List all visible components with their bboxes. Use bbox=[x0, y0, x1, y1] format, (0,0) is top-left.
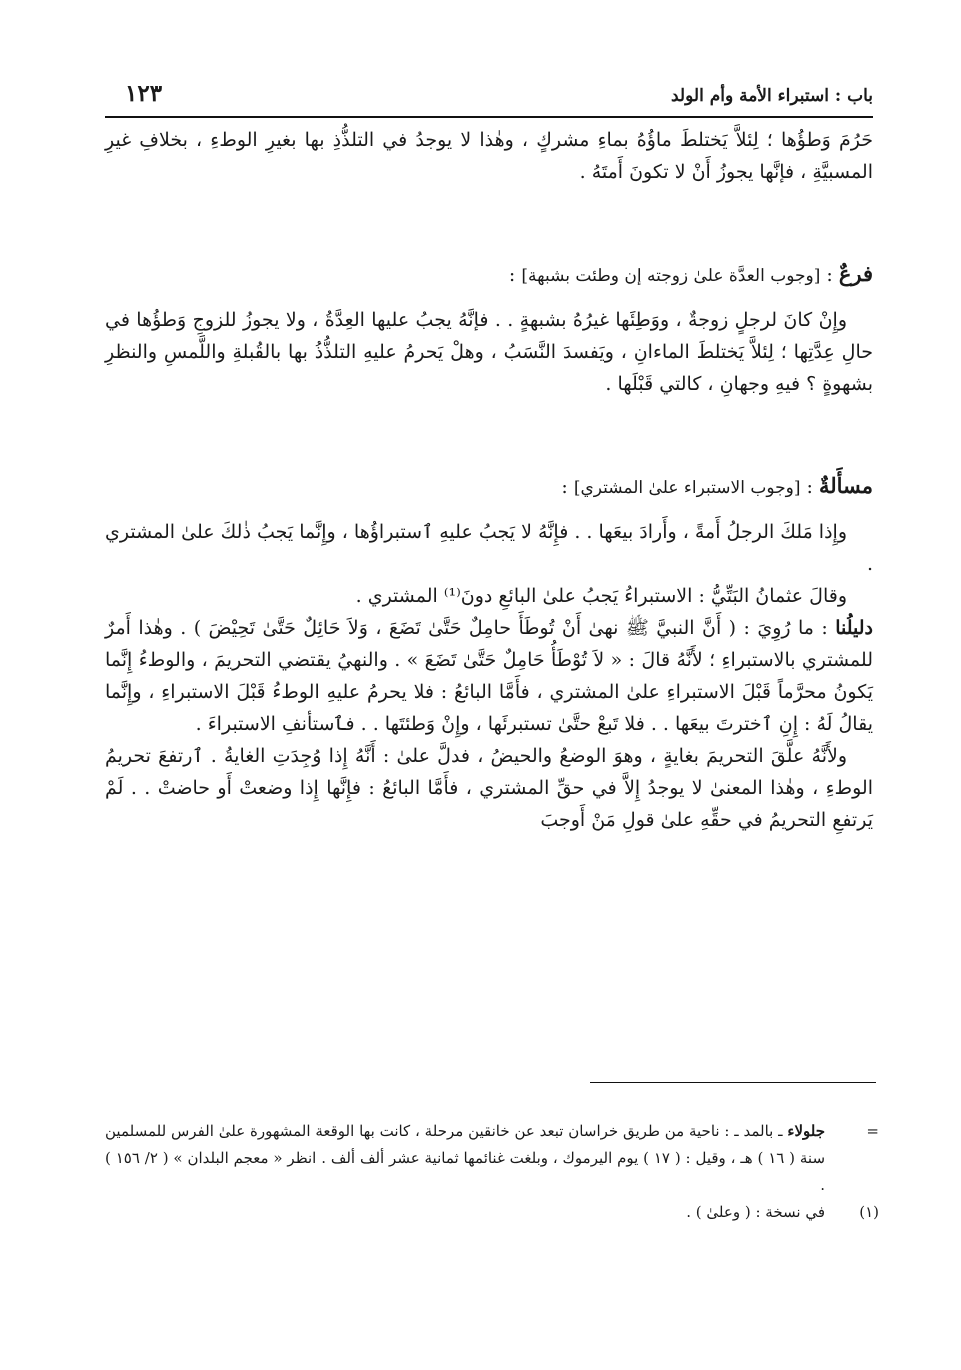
evidence-text: : ما رُوِيَ : ( أَنَّ النبيَّ ﷺ نهىٰ أَنْ تُوطَأَ حامِلٌ حَتَّىٰ تَضَعَ ، وَلاَ حَائِلٌ حَتَّىٰ تَحِيْضَ ) . وهٰذا أَمرٌ للمشتري بالاستبراءِ ؛ لأَنَّهُ قالَ : « لاَ تُوْطَأُ حَامِلٌ حَتَّىٰ تَضَعَ » . والنهيُ يقتضي التحريمَ ، والوطءُ إِنَّما يَكونُ محرَّماً قَبْلَ الاستبراءِ علىٰ المشتري ، فأَمَّا البائعُ : فلا يحرمُ عليهِ الوطءُ قَبْلَ الاستبراءِ ، وإِنَّما يقالُ لَهُ : إِنِ ٱخترتَ بيعَها . . فلا تَبعْ حتَّىٰ تستبرئَها ، وإِنْ وَطئتَها . . فٱستأنفِ الاستبراءَ . bbox=[105, 617, 873, 735]
section-keyword: فرعٌ bbox=[838, 261, 873, 286]
spacer bbox=[105, 292, 873, 304]
section-title: [وجوب الاستبراء علىٰ المشتري] bbox=[573, 478, 801, 498]
paragraph-6: ولأَنَّهُ علَّقَ التحريمَ بغايةٍ ، وهوَ الوضعُ والحيضُ ، فدلَّ علىٰ : أَنَّهُ إِذا وُجِدَتِ الغايةُ . ٱرتفعَ تحريمُ الوطءِ ، وهٰذا المعنىٰ لا يوجدُ إِلاَّ في حقِّ المشتري ، فأَمَّا البائعُ : فإِنَّها إِذا وضعتْ أَو حاضتْ . . لَمْ يَرتفعِ التحريمُ في حقِّهِ علىٰ قولِ مَنْ أَوجبَ bbox=[105, 745, 873, 831]
running-title: باب : استبراء الأمة وأم الولد bbox=[671, 86, 873, 106]
paragraph-1: حَرُمَ وَطؤُها ؛ لِئلاَّ يَختلطَ ماؤُهُ بماءِ مشركٍ ، وهٰذا لا يوجدُ في التلذُّذِ بها بغيرِ الوطءِ ، بخلافِ غيرِ المسبيَّةِ ، فإنَّها يجوزُ أَنْ لا تكونَ أَمتَهُ . bbox=[105, 129, 873, 183]
spacer bbox=[105, 188, 873, 258]
paragraph-2: وإِنْ كانَ لرجلٍ زوجةٌ ، ووَطِئَها غيرُهُ بشبهةٍ . . فإنَّهُ يجبُ عليها العِدَّةُ ، ولا يجوزُ للزوجِ وَطؤُها في حالِ عِدَّتِها ؛ لِئلاَّ يَختلطَ الماءانِ ، ويَفسدَ النَّسَبُ ، وهلْ يَحرمُ عليهِ التلذُّذُ بها بالقُبلةِ واللَّمسِ والنظرِ بشهوةٍ ؟ فيهِ وجهانِ ، كالتي قَبْلَها . bbox=[105, 309, 873, 395]
spacer bbox=[105, 400, 873, 470]
evidence-lead: دليلُنا bbox=[835, 617, 873, 639]
footnote-mark: = bbox=[866, 1122, 879, 1140]
section-heading-far bbox=[105, 258, 873, 292]
paragraph-3: وإِذا مَلكَ الرجلُ أَمةً ، وأَرادَ بيعَها . . فإِنَّهُ لا يَجبُ عليهِ ٱستبراؤُها ، وإِنَّما يَجبُ ذٰلكَ علىٰ المشتري . bbox=[105, 521, 873, 575]
header-rule bbox=[105, 116, 873, 118]
section-keyword: مسأَلةٌ bbox=[818, 473, 873, 498]
heading-separator: : bbox=[820, 264, 839, 286]
footnote-rule bbox=[590, 1082, 876, 1083]
footnote-term: جلولاء bbox=[787, 1122, 825, 1140]
footnote-text: في نسخة : ( وعلىٰ ) . bbox=[686, 1203, 825, 1221]
footnote-mark: (١) bbox=[859, 1203, 879, 1221]
main-text bbox=[105, 124, 873, 836]
footnote-continued bbox=[105, 1118, 881, 1199]
spacer bbox=[105, 504, 873, 516]
section-title: [وجوب العدَّة علىٰ زوجته إن وطئت بشبهة] bbox=[521, 266, 821, 286]
footnotes bbox=[105, 1118, 881, 1226]
page-number: ١٢٣ bbox=[125, 80, 163, 107]
heading-separator: : bbox=[800, 476, 819, 498]
footnote-1 bbox=[105, 1199, 881, 1226]
paragraph-5 bbox=[105, 612, 873, 740]
section-heading-masala bbox=[105, 470, 873, 504]
heading-end: : bbox=[561, 476, 574, 498]
paragraph-4: وقالَ عثمانُ البَتِّيُّ : الاستبراءُ يَجبُ علىٰ البائعِ دونَ⁽¹⁾ المشتري . bbox=[355, 585, 847, 607]
heading-end: : bbox=[508, 264, 522, 286]
footnote-text: ـ بالمد ـ : ناحية من طريق خراسان تبعد عن خانقين مرحلة ، كانت بها الوقعة المشهورة علىٰ الفرس للمسلمين سنة ( ١٦ ) هـ ، وقيل : ( ١٧ ) يوم اليرموك ، وبلغت غنائمها ثمانية عشر ألف ألف . انظر « معجم البلدان » ( ٢/ ١٥٦ ) . bbox=[105, 1122, 826, 1194]
page-header bbox=[105, 80, 873, 116]
